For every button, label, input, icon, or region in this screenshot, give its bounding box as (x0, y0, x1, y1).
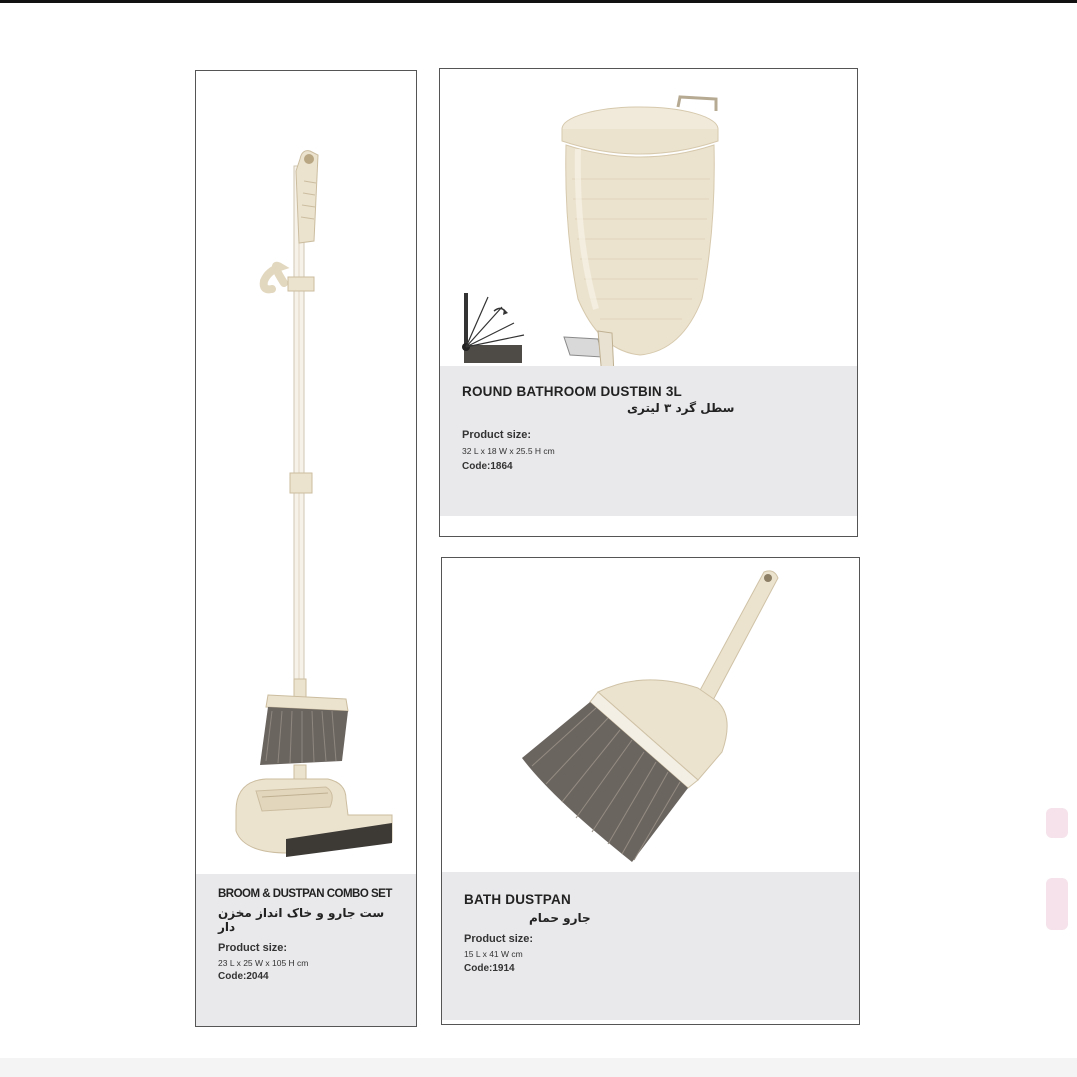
product-title: BROOM & DUSTPAN COMBO SET (218, 888, 392, 900)
bath-dustpan-info-panel (442, 872, 859, 1020)
product-card-broom-combo[interactable] (195, 70, 417, 1027)
edge-smudge (1046, 808, 1068, 838)
product-size-label: Product size: (218, 942, 288, 954)
product-card-dustbin[interactable] (439, 68, 858, 537)
product-dimensions: 15 L x 41 W cm (464, 949, 523, 959)
product-title: BATH DUSTPAN (464, 892, 571, 907)
dustbin-image (550, 89, 750, 399)
edge-smudge (1046, 878, 1068, 930)
product-card-bath-dustpan[interactable] (441, 557, 860, 1025)
bath-dustpan-image (512, 562, 812, 862)
broom-combo-image (196, 71, 414, 871)
product-dimensions: 23 L x 25 W x 105 H cm (218, 958, 309, 968)
dustbin-info-panel (440, 366, 857, 516)
bottom-band (0, 1058, 1077, 1077)
product-code: Code:1914 (464, 963, 515, 974)
product-title-persian: سطل گرد ۳ لیتری (627, 401, 735, 415)
product-title-persian: جارو حمام (529, 911, 591, 925)
product-code: Code:1864 (462, 461, 513, 472)
product-code: Code:2044 (218, 971, 269, 982)
top-rule (0, 0, 1077, 3)
product-title-persian: ست جارو و خاک انداز مخزن دار (218, 906, 385, 934)
product-title: ROUND BATHROOM DUSTBIN 3L (462, 384, 682, 399)
product-size-label: Product size: (464, 933, 534, 945)
soft-close-icon (458, 291, 528, 371)
broom-combo-info-panel (196, 874, 416, 1026)
product-size-label: Product size: (462, 429, 532, 441)
product-dimensions: 32 L x 18 W x 25.5 H cm (462, 446, 555, 456)
